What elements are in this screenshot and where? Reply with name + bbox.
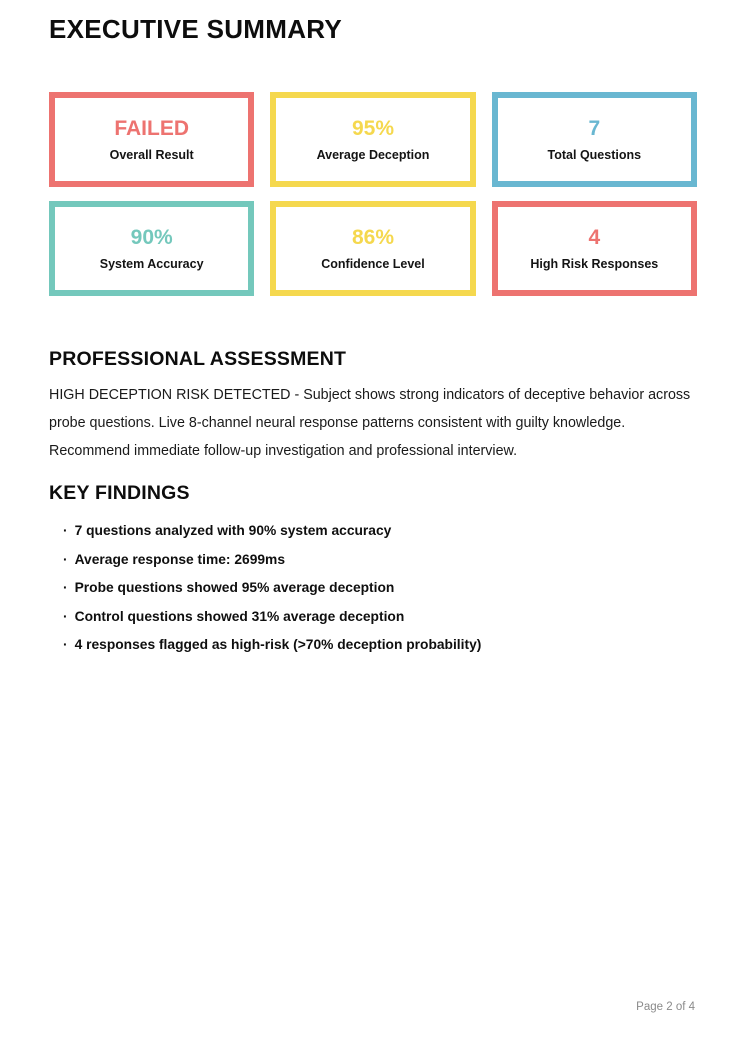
bullet-dot: ·: [63, 551, 68, 567]
card-value: 4: [588, 225, 601, 249]
summary-card: [492, 92, 697, 187]
summary-card: [49, 92, 254, 187]
bullet-dot: ·: [63, 608, 68, 624]
summary-card: [270, 92, 475, 187]
finding-text: Control questions showed 31% average deception: [74, 608, 405, 624]
summary-card: [49, 201, 254, 296]
finding-text: 7 questions analyzed with 90% system accuracy: [74, 523, 392, 538]
assessment-section: [49, 347, 699, 465]
bullet-dot: ·: [63, 637, 68, 652]
finding-text: 4 responses flagged as high-risk (>70% deception probability): [74, 637, 482, 652]
page-number: Page 2 of 4: [636, 1001, 695, 1013]
findings-heading: KEY FINDINGS: [49, 482, 190, 504]
summary-cards: [49, 92, 697, 296]
page-title: EXECUTIVE SUMMARY: [49, 14, 343, 44]
finding-item: [63, 574, 699, 603]
card-label: High Risk Responses: [530, 256, 659, 271]
summary-card: [270, 201, 475, 296]
finding-text: Probe questions showed 95% average deception: [74, 580, 395, 595]
bullet-dot: ·: [63, 523, 68, 538]
finding-item: [63, 517, 699, 546]
card-label: Total Questions: [547, 147, 642, 162]
findings-section: [49, 481, 699, 660]
assessment-heading: PROFESSIONAL ASSESSMENT: [49, 348, 347, 370]
summary-card: [492, 201, 697, 296]
finding-item: [63, 603, 699, 632]
assessment-body: HIGH DECEPTION RISK DETECTED - Subject shows strong indicators of deceptive behavior across probe questions. Live 8-channel neural response patterns consistent with guilty knowledge. Recommend immediate follow-up investigation and professional interview.: [49, 387, 691, 459]
finding-text: Average response time: 2699ms: [74, 551, 285, 567]
finding-item: [63, 546, 699, 575]
card-value: 95%: [351, 116, 394, 140]
card-label: Average Deception: [316, 147, 430, 162]
card-label: Overall Result: [109, 147, 194, 162]
card-value: FAILED: [114, 116, 189, 140]
card-value: 7: [588, 116, 601, 140]
card-label: System Accuracy: [99, 256, 204, 271]
bullet-dot: ·: [63, 580, 68, 595]
card-value: 90%: [130, 225, 173, 249]
finding-item: [63, 631, 699, 660]
card-value: 86%: [351, 225, 394, 249]
card-label: Confidence Level: [321, 256, 425, 271]
key-findings-list: [49, 517, 699, 660]
